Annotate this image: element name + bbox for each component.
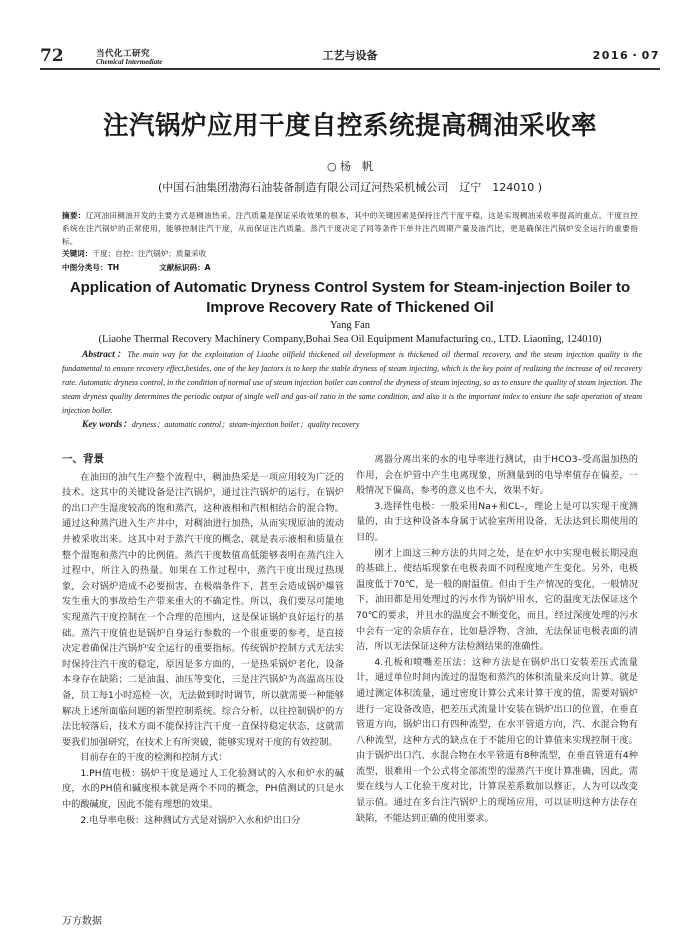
footer-watermark: 万方数据: [62, 916, 102, 927]
abstract-cn: [62, 209, 638, 249]
keywords-cn-text: 干度；自控；注汽锅炉；质量采收: [92, 249, 207, 258]
section-heading: 一、背景: [62, 453, 104, 465]
clc-value: TH: [107, 263, 120, 272]
doc-code-value: A: [204, 263, 211, 272]
abstract-en: [62, 348, 642, 418]
header-rule: [40, 68, 660, 70]
journal-name-cn: 当代化工研究: [96, 49, 151, 59]
paragraph: 1.PH值电极：锅炉干度是通过人工化验测试的入水和炉水的碱度，水的PH值和碱度根本就是两个不同的概念，PH值测试的只是水中的酸碱度，因此不能有理想的效果。: [62, 767, 344, 811]
paragraph: 目前存在的干度的检测和控制方式：: [80, 752, 228, 764]
affiliation-cn: (中国石油集团渤海石油装备制造有限公司辽河热采机械公司 辽宁 124010 ): [157, 181, 543, 194]
journal-name-en: Chemical Intermediate: [96, 58, 163, 66]
abstract-en-label: Abstract：: [82, 350, 128, 360]
body-column-right: [356, 452, 638, 826]
section-title: 工艺与设备: [322, 49, 378, 62]
keywords-en-label: Key words：: [82, 420, 132, 430]
keywords-en-text: dryness；automatic control；steam-injection boiler；quality recovery: [131, 420, 360, 429]
doc-code-label: 文献标识码：: [159, 263, 205, 272]
paragraph: 3.选择性电极：一般采用Na+和CL–，理论上是可以实现干度测量的，由于这种设备本身属于试验室所用设备，无法达到长期使用的目的。: [356, 500, 638, 543]
classification-line: [62, 262, 211, 273]
issue-number: 2016・07: [592, 49, 660, 62]
abstract-cn-label: 摘要：: [62, 211, 86, 220]
author-en: Yang Fan: [329, 320, 371, 331]
paragraph: 4.孔板和喷嘴差压法：这种方法是在锅炉出口安装差压式流量计，通过单位时间内流过的湿饱和蒸汽的体积流量来反向计算。就是通过测定体积流量，通过密度计算公式来计算干度的值，需要对锅炉进行一定设备改造，把差压式流量计安装在锅炉出口的位置，在垂直管道方向，锅炉出口有四种流型，在水平管道方向，汽、水混合物有八种流型，这种方式的缺点在于不能用它的计算值来实现控制干度。由于锅炉出口汽、水混合物在水平管道有8种流型，在垂直管道有4种流型，很难用一个公式将全部流型的湿蒸汽干度计算准确，因此，需要在线与人工化验干度对比，计算误差系数加以修正，人为可以改变显示值。通过在多台注汽锅炉上的现场应用，可以证明这种方法存在缺陷，不能达到正确的使用要求。: [356, 656, 638, 824]
keywords-en: [82, 416, 359, 430]
keywords-cn-label: 关键词：: [62, 249, 93, 258]
abstract-cn-text: 辽河油田稠油开发的主要方式是稠油热采，注汽质量是保证采收效果的根本，其中的关键因素是保持注汽干度平稳，这是实现稠油采收率提高的重点。干度自控系统在注汽锅炉的正常使用，能够控制注汽干度，从而保证注汽质量。蒸汽干度决定了同等条件下单井注汽周期产量及油汽比，更是确保注汽锅炉安全运行的重要指标。: [62, 211, 638, 247]
body-column-left: [62, 452, 344, 828]
keywords-cn: [62, 248, 206, 259]
paragraph: 2.电导率电极：这种测试方式是对锅炉入水和炉出口分: [80, 814, 301, 826]
clc-label: 中图分类号：: [62, 263, 108, 272]
affiliation-en: (Liaohe Thermal Recovery Machinery Company,Bohai Sea Oil Equipment Manufacturing co., LTD. Liaoning, 124010): [98, 334, 602, 345]
author-cn: ○ 杨 帆: [326, 160, 374, 173]
paragraph: 在油田的油气生产整个流程中，稠油热采是一项应用较为广泛的技术。这其中的关键设备是注汽锅炉，通过注汽锅炉的运行，在锅炉的出口产生湿度较高的饱和蒸汽，这种液相和汽相相结合的混合物。通过这种蒸汽进入生产井中，对稠油进行加热，从而实现原油的流动并被采收出来。这其中对于蒸汽干度的概念，就是表示液相和质量在整个湿饱和蒸汽中的比例值。蒸汽干度数值高低能够表明在蒸汽注入过程中，所注入的热量。如果在工作过程中，蒸汽干度出现过热现象，会对锅炉造成不必要损害，在极端条件下，甚至会造成锅炉爆管发生重大的事故给生产带来重大的不确定性。所以，我们要尽可能地实现蒸汽干度控制在一个合理的范围内，这是保证锅炉良好运行的基础。蒸汽干度值也是锅炉自身运行参数的一个很重要的参考，是直接决定着确保注汽锅炉安全运行的重要指标。传统锅炉控制方式无法实时保持注汽干度的稳定，原因是多方面的，一是热采锅炉老化，设备本身存在缺陷；二是油温、油压等变化，三是注汽锅炉为高温高压设备，员工每1小时巡检一次，无法做到时时调节，所以就需要一种能够解决上述所面临问题的新型控制系统。综合分析，以往控制锅炉的方法比较落后，技术方面不能保持注汽干度一直保持稳定状态，这就需要我们加强研究，在技术上有所突破，能够实现对干度的有效控制。: [62, 471, 344, 748]
paragraph: 离器分离出来的水的电导率进行测试，由于HCO3–受高温加热的作用，会在炉管中产生电离现象，所测量到的电导率值存在偏差，一般情况下偏高，参考的意义也不大，效果不好。: [356, 454, 638, 497]
abstract-en-text: The main way for the exploitation of Liaohe oilfield thickened oil development is thickened oil thermal recovery, and the steam injection quality is the fundamental to ensure recovery effect,besides, one of the key factors is to keep the stable dryness of steam injecting, which is the key point of realizing the increase of oil recovery rate. Automatic dryness control, in the condition of normal use of steam injection boiler can control the dryness of steam injecting, so as to ensure the quality of steam injection. The steam dryness quality determines the periodic output of single well and gas-oil ratio in the same condition, and also it is the important index to ensure the safe operation of steam injection boiler.: [62, 350, 643, 415]
paragraph: 刚才上面这三种方法的共同之处，是在炉水中实现电极长期浸泡的基础上，使结垢现象在电极表面不同程度地产生变化。另外，电极温度低于70℃，是一般的耐温值。但由于生产情况的变化，一般情况下，油田都是用处理过的污水作为锅炉用水，它的温度无法保证这个70℃的要求，并且水的温度会不断变化，而且，经过深度处理的污水中会有一定的杂质存在，比如悬浮物、含油，无法保证电极表面的清洁，所以无法保证这种方法检测结果的准确性。: [356, 547, 638, 653]
article-title-en: Application of Automatic Dryness Control System for Steam-injection Boiler to Improve Recovery Rate of Thickened Oil: [69, 279, 631, 316]
article-title-cn: 注汽锅炉应用干度自控系统提高稠油采收率: [102, 111, 597, 141]
page-number: 72: [40, 46, 64, 66]
